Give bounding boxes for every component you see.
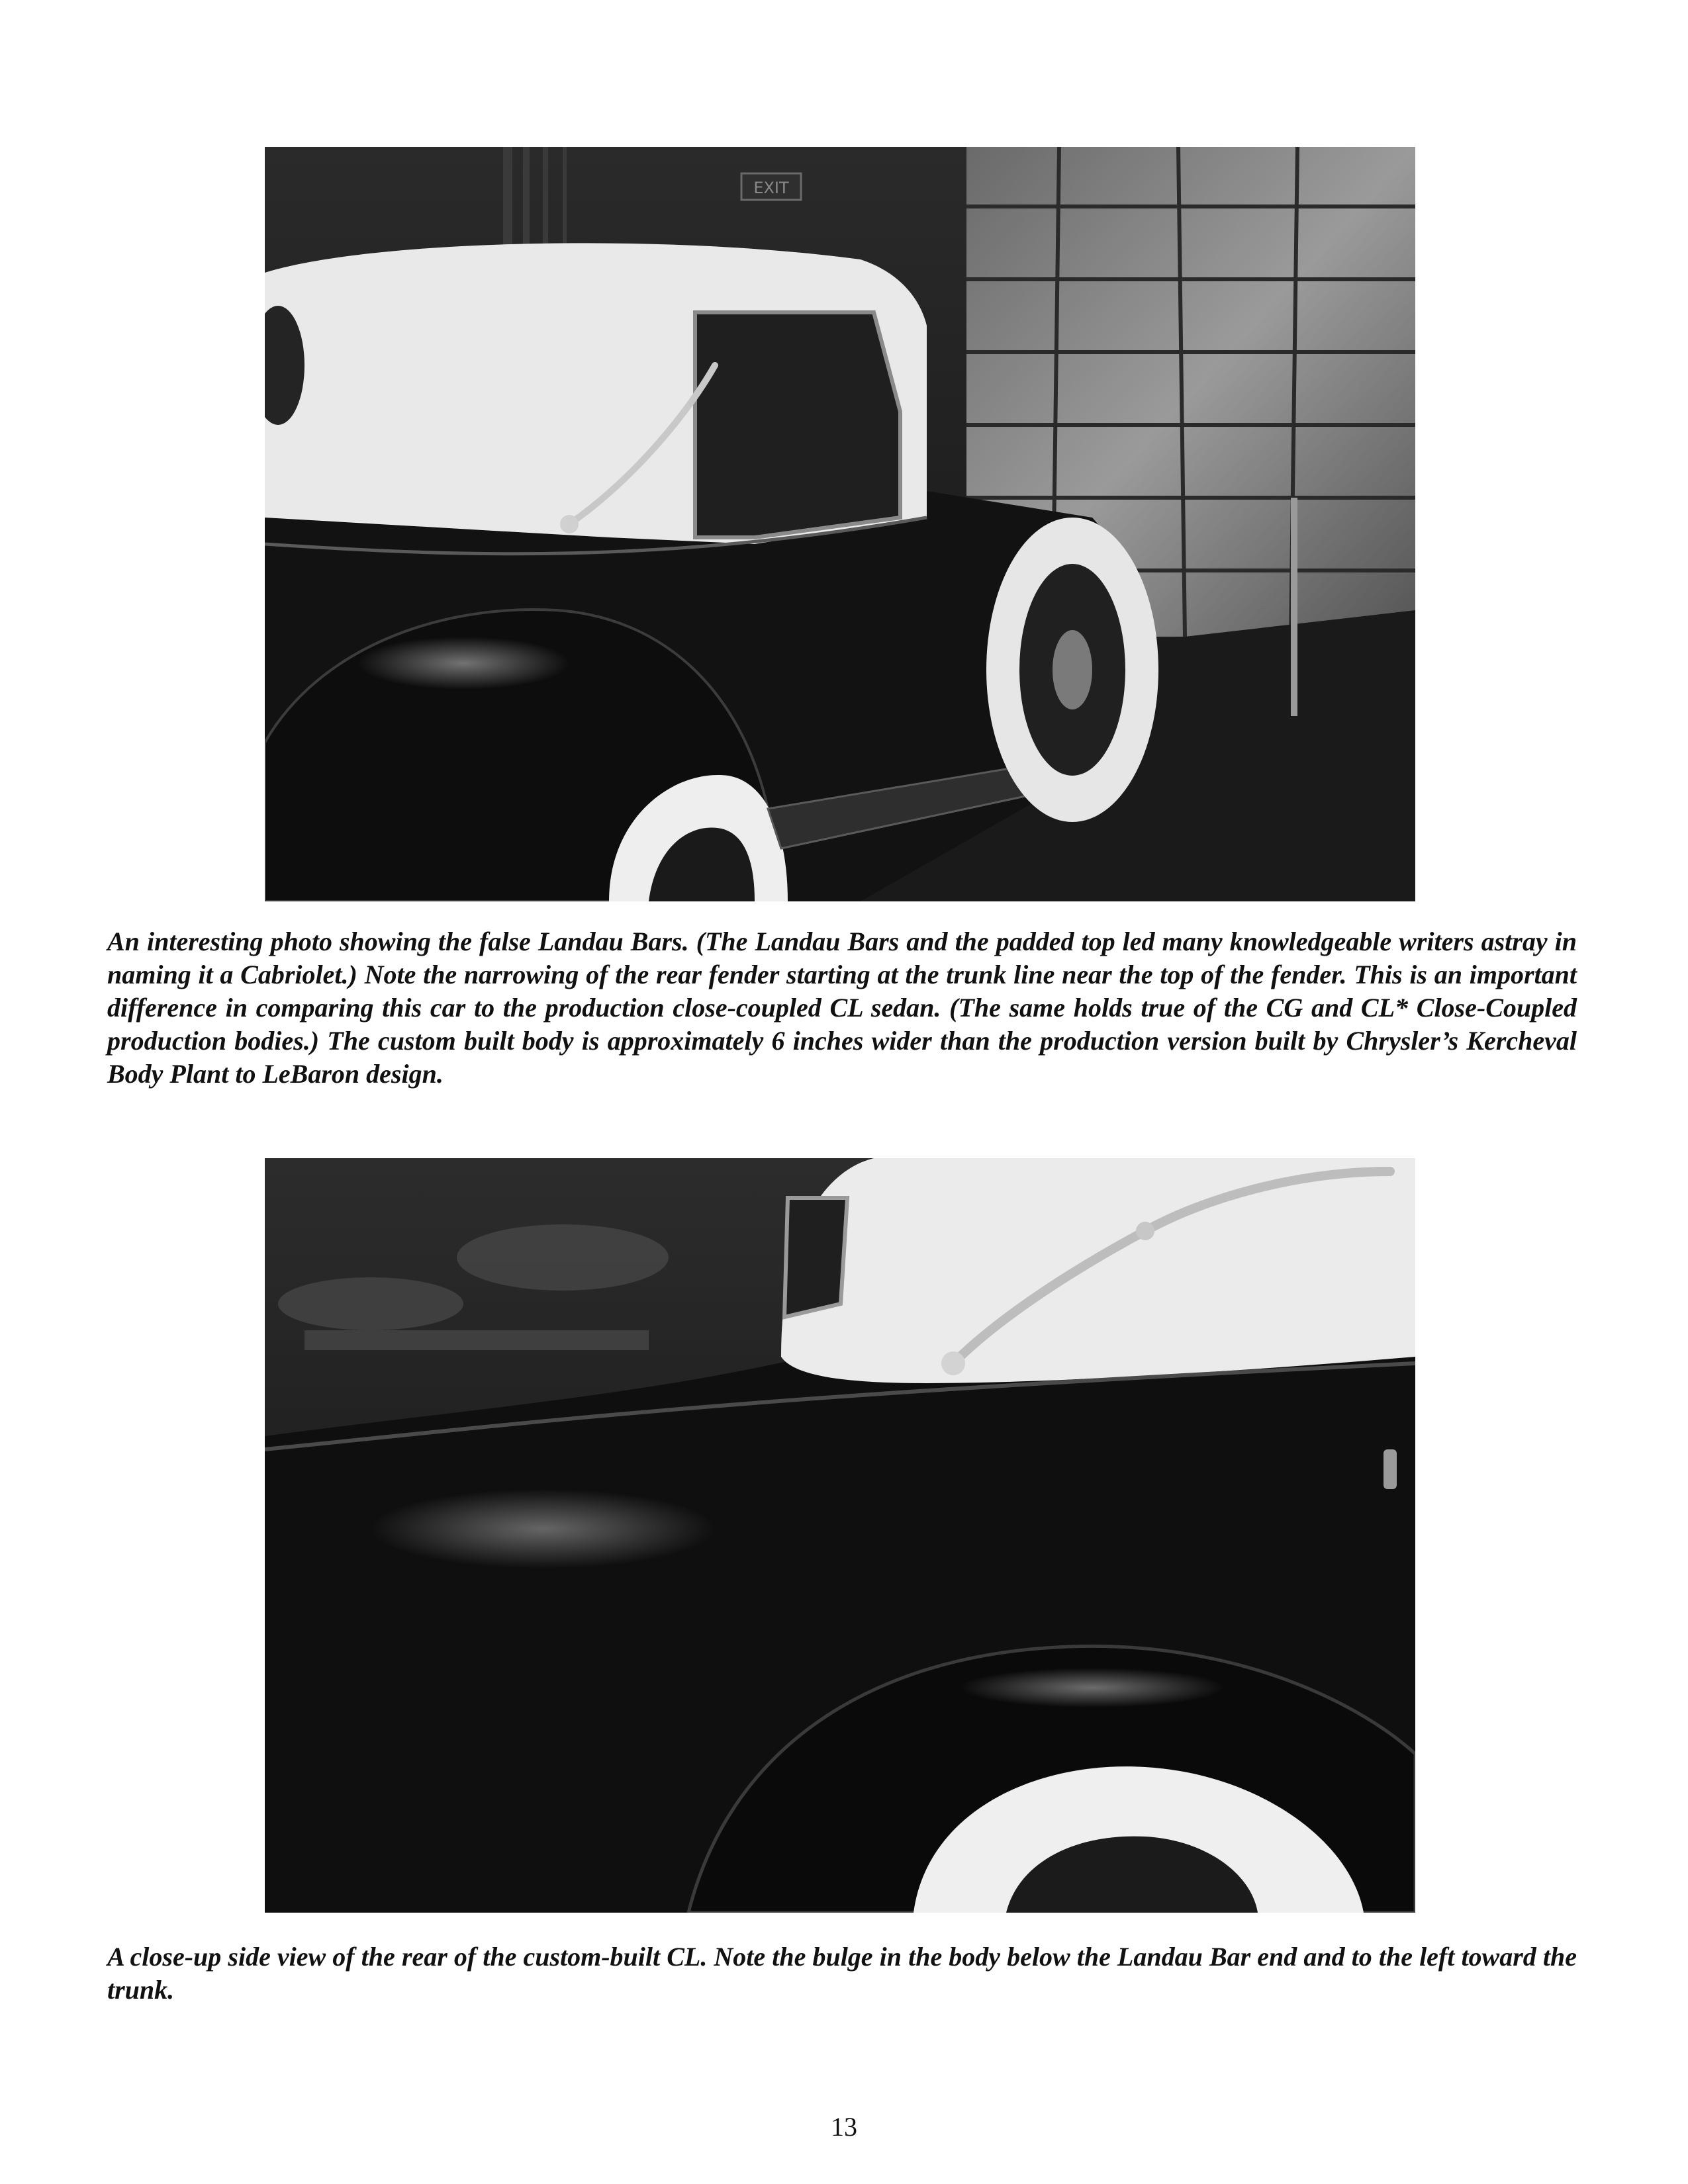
page-number: 13	[831, 2112, 857, 2142]
car-rear-quarter-photo-drawing	[265, 147, 1415, 901]
car-rear-closeup-photo-drawing	[265, 1158, 1415, 1913]
exit-sign	[741, 173, 801, 200]
photo-1-caption: An interesting photo showing the false Landau Bars. (The Landau Bars and the padded top led many knowledgeable writers astray in naming it a Cabriolet.) Note the narrowing of the rear fender starting at the trunk line near the top of the fender. This is an important difference in comparing this car to the production close-coupled CL sedan. (The same holds true of the CG and CL* Close-Coupled production bodies.) The custom built body is approximately 6 inches wider than the production version built by Chrysler’s Kercheval Body Plant to LeBaron design.	[107, 927, 1577, 1089]
exit-sign-label: EXIT	[753, 179, 789, 197]
door-handle	[1383, 1449, 1397, 1489]
stanchion-pole	[1291, 498, 1297, 716]
front-wheel	[986, 518, 1158, 822]
landau-bar-joint	[1136, 1222, 1154, 1240]
padded-top	[781, 1158, 1415, 1383]
landau-bar-end	[560, 515, 579, 533]
quarter-window	[784, 1198, 847, 1317]
car-rear-quarter-photo	[265, 147, 1415, 901]
fender-highlight	[960, 1668, 1225, 1707]
landau-bar-end	[941, 1351, 965, 1375]
photo-2-caption: A close-up side view of the rear of the custom-built CL. Note the bulge in the body below the Landau Bar end and to the left toward the trunk.	[107, 1942, 1577, 2005]
fender-highlight	[357, 637, 569, 690]
body-highlight	[371, 1489, 715, 1569]
side-window	[695, 312, 900, 537]
car-rear-closeup-photo	[265, 1158, 1415, 1913]
